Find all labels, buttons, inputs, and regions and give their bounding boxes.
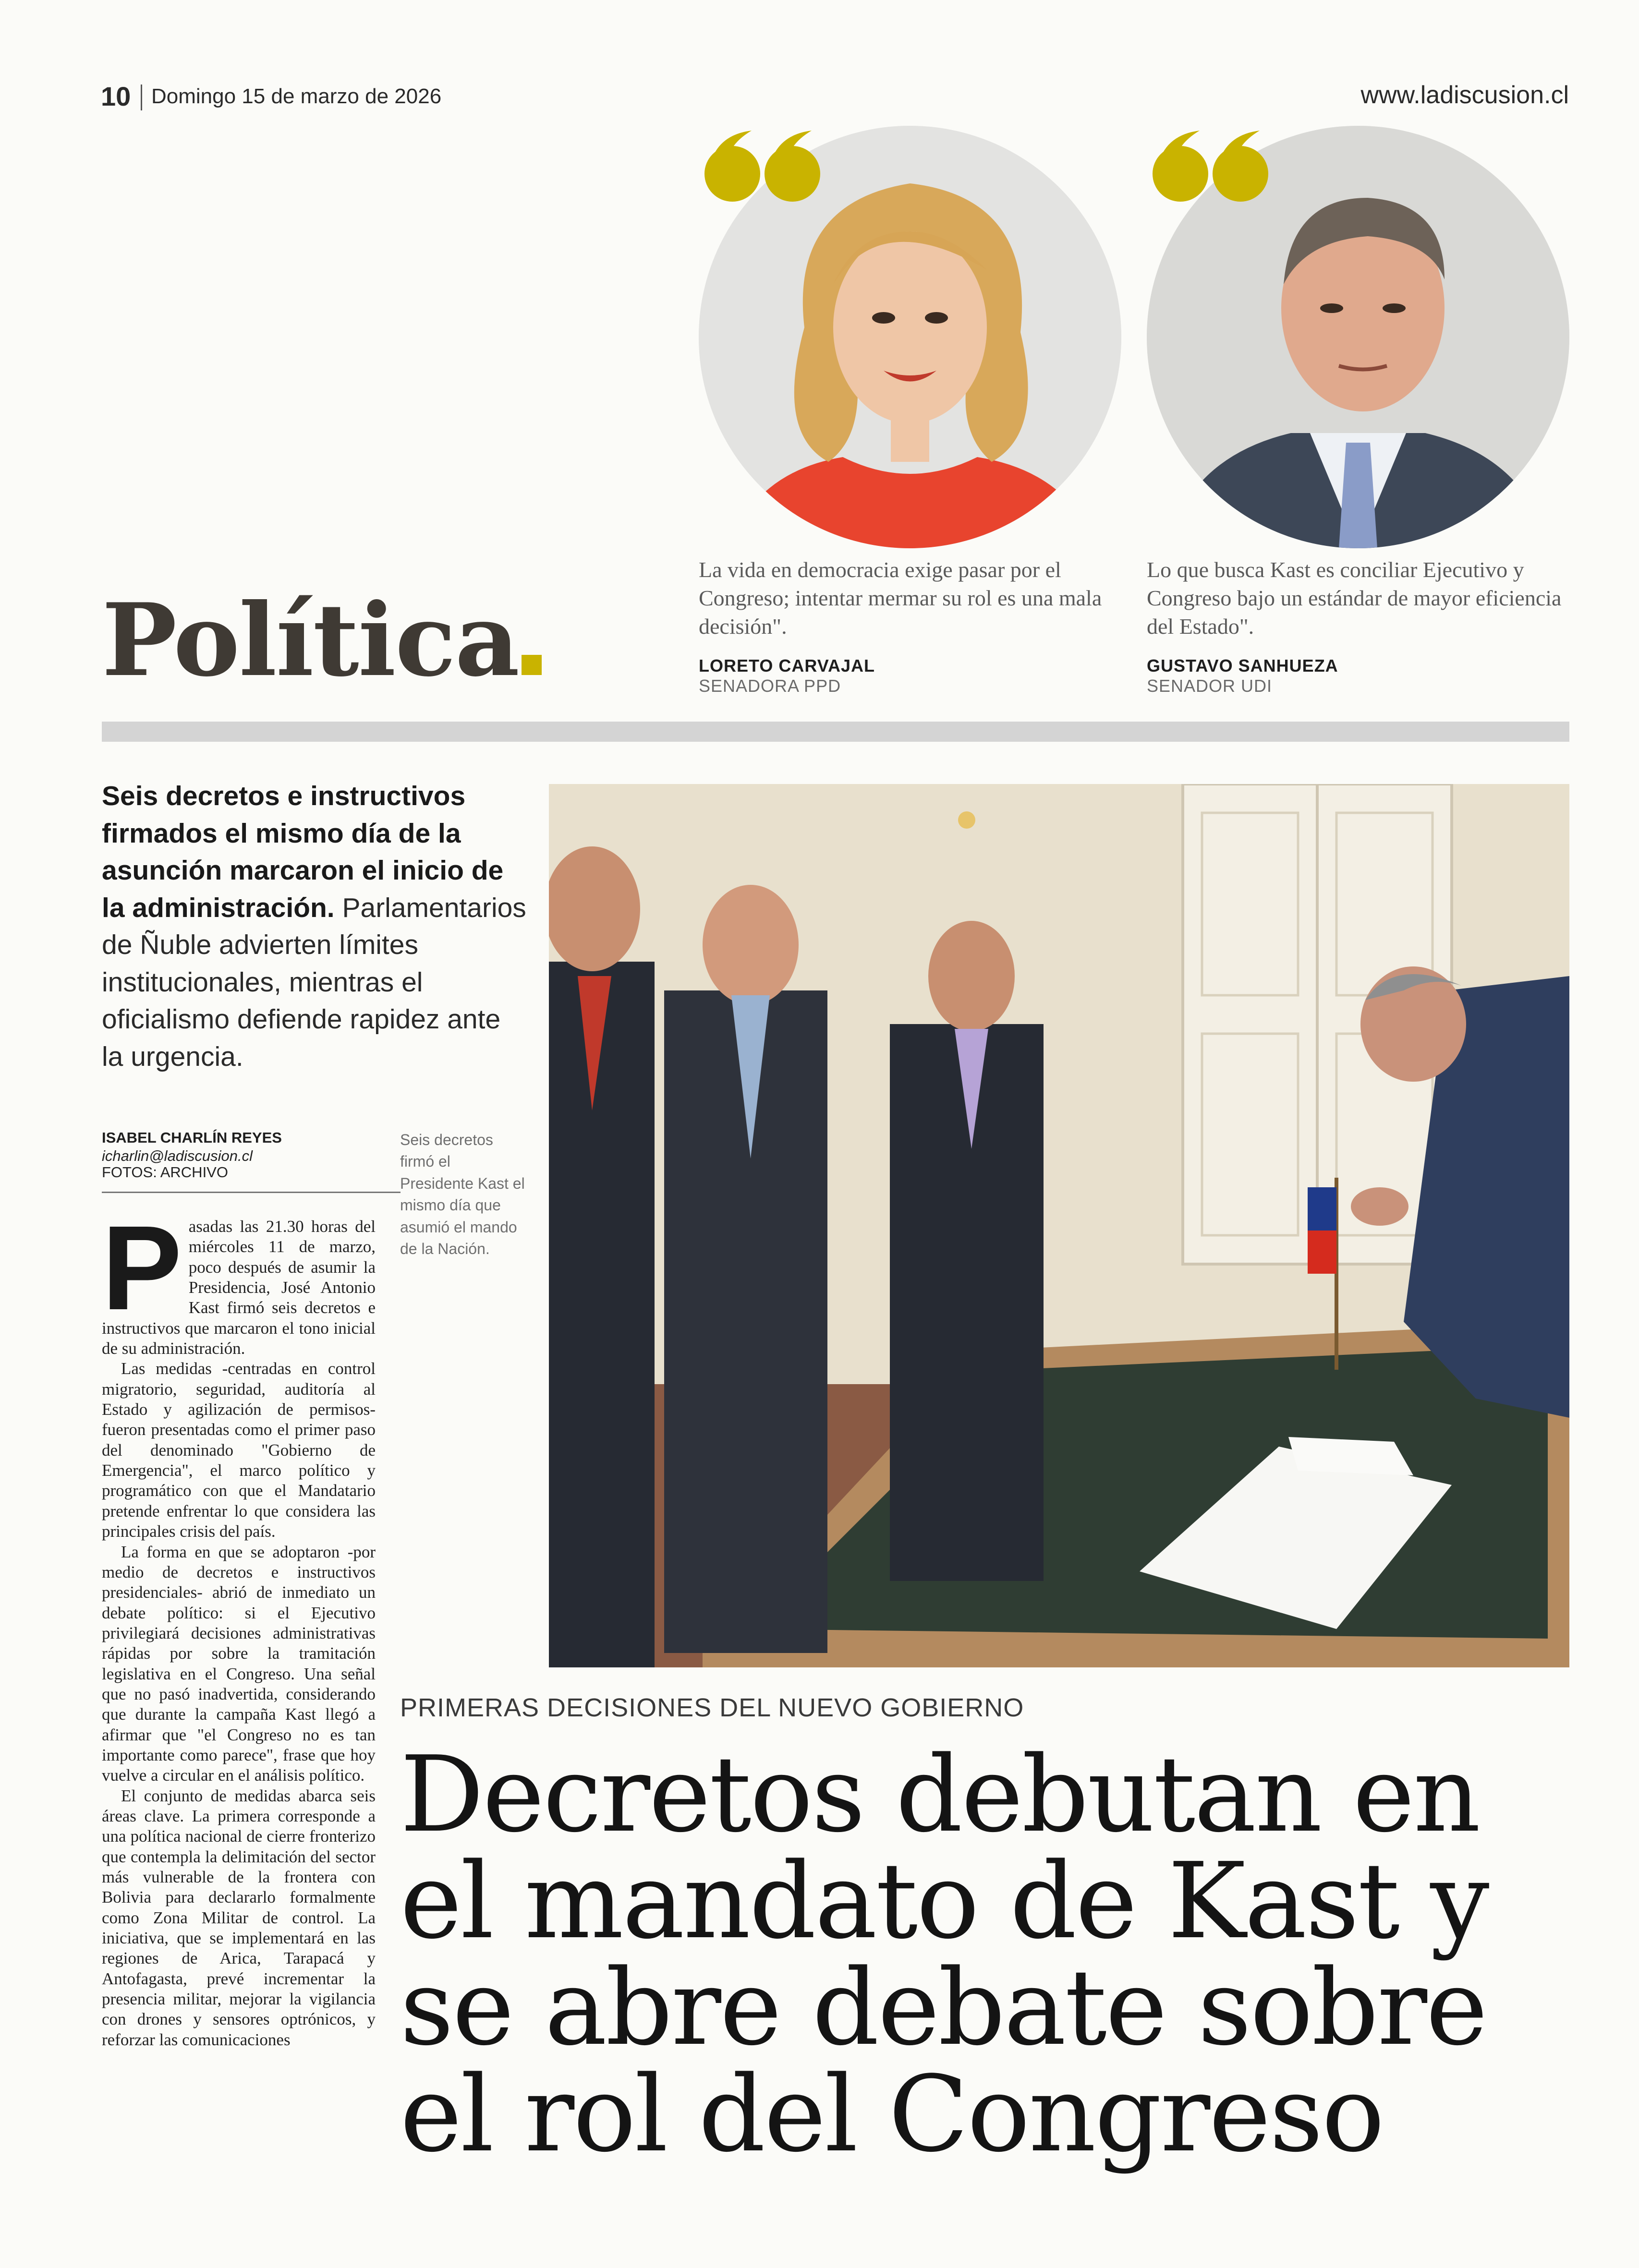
article-paragraph: El conjunto de medidas abarca seis áreas clave. La primera corresponde a una política nacional de cierre fronterizo que contempla la delimitación del sector más vulnerable de la frontera con Bolivia para declararlo formalmente como Zona Militar de control. La iniciativa, que se implementará en las regiones de Arica, Tarapacá y Antofagasta, prevé incrementar la presencia militar, mejorar la vigilancia con drones y sensores optrónicos, y reforzar las comunicaciones xyxy=(102,1786,376,2049)
section-divider-bar xyxy=(102,722,1569,742)
byline-author: ISABEL CHARLÍN REYES xyxy=(102,1129,282,1146)
article-body xyxy=(102,1217,376,2191)
lead-bold: Seis decretos e instructivos firmados el mismo día de la asunción marcaron el inicio de la administración. xyxy=(102,781,504,923)
paragraph-text: asadas las 21.30 horas del miércoles 11 de marzo, poco después de asumir la Presidencia, José Antonio Kast firmó seis decretos e instructivos que marcaron el tono inicial de su administración. xyxy=(102,1217,376,1358)
section-title-text: Política xyxy=(102,582,519,699)
photo-caption: Seis decretos firmó el Presidente Kast el mismo día que asumió el mando de la Nación. xyxy=(400,1131,525,1258)
headline-kicker: PRIMERAS DECISIONES DEL NUEVO GOBIERNO xyxy=(400,1693,1024,1722)
quote-mark-icon xyxy=(699,126,828,207)
quote-author-sanhueza: GUSTAVO SANHUEZA xyxy=(1147,656,1338,676)
article-paragraph xyxy=(102,1217,376,1359)
edition-date: Domingo 15 de marzo de 2026 xyxy=(151,84,442,108)
website-link[interactable]: www.ladiscusion.cl xyxy=(1360,81,1569,109)
article-paragraph: La forma en que se adoptaron -por medio de decretos e instructivos presidenciales- abrió de inmediato un debate político: si el Ejecutivo privilegiará decisiones administrativas rápidas por sobre la tramitación legislativa en el Congreso. Una señal que no pasó inadvertida, considerando que durante la campaña Kast llegó a afirmar que "el Congreso no es tan importante como parece", frase que hoy vuelve a circular en el análisis político. xyxy=(102,1542,376,1785)
article-paragraph: Las medidas -centradas en control migratorio, seguridad, auditoría al Estado y agilización de permisos- fueron presentadas como el primer paso del denominado "Gobierno de Emergencia", el marco político y programático con que el Mandatario pretende enfrentar lo que considera las principales crisis del país. xyxy=(102,1359,376,1541)
byline-photo-credit: FOTOS: ARCHIVO xyxy=(102,1164,228,1181)
article-lead xyxy=(102,778,529,1075)
main-headline xyxy=(400,1734,1553,2175)
headline-line: el mandato de Kast y xyxy=(400,1841,1488,1962)
quote-author-carvajal: LORETO CARVAJAL xyxy=(699,656,875,676)
section-title xyxy=(102,582,542,699)
headline-line: se abre debate sobre xyxy=(400,1947,1487,2069)
quote-role-sanhueza: SENADOR UDI xyxy=(1147,676,1273,696)
quote-text-carvajal: La vida en democracia exige pasar por el Congreso; intentar mermar su rol es una mala decisión". xyxy=(699,557,1102,639)
quote-text-sanhueza: Lo que busca Kast es conciliar Ejecutivo y Congreso bajo un estándar de mayor eficiencia del Estado". xyxy=(1147,557,1562,639)
lead-regular: Parlamentarios de Ñuble advierten límites institucionales, mientras el oficialismo defiende rapidez ante la urgencia. xyxy=(102,892,526,1072)
quote-role-carvajal: SENADORA PPD xyxy=(699,676,841,696)
page-number: 10 xyxy=(101,81,131,111)
main-photo-signing xyxy=(549,784,1569,1667)
headline-line: Decretos debutan en xyxy=(400,1734,1480,1856)
byline-rule xyxy=(102,1192,401,1193)
headline-line: el rol del Congreso xyxy=(400,2054,1384,2175)
drop-cap: P xyxy=(102,1217,182,1335)
header-divider xyxy=(141,84,142,110)
section-dot xyxy=(522,655,542,675)
quote-mark-icon xyxy=(1147,126,1276,207)
byline-email[interactable]: icharlin@ladiscusion.cl xyxy=(102,1147,253,1164)
